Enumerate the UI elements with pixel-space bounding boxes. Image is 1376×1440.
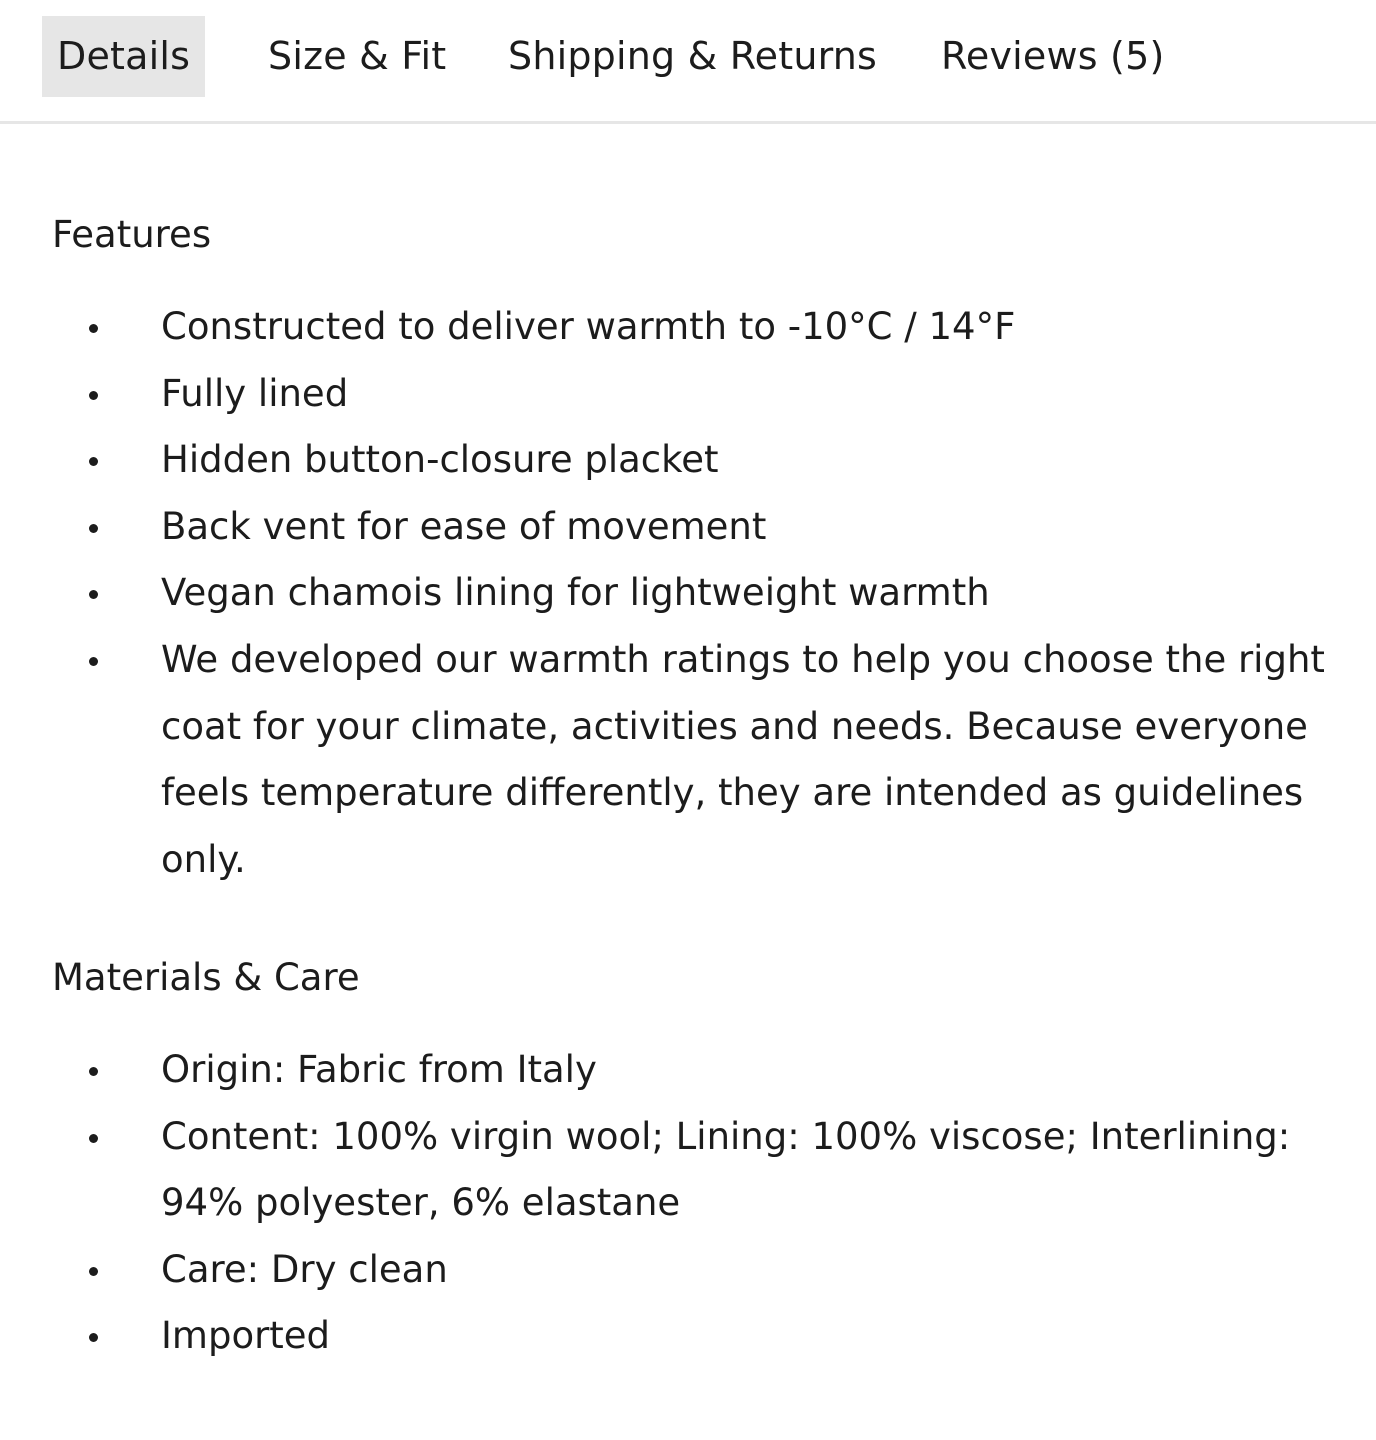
list-item-text: Content: 100% virgin wool; Lining: 100% viscose; Interlining: 94% polyester, 6% elastane (161, 1114, 1291, 1225)
tab-bar (0, 0, 1376, 124)
tab-shipping-and-returns[interactable]: Shipping & Returns (508, 34, 878, 78)
tab-reviews[interactable]: Reviews (5) (941, 34, 1165, 78)
list-item-text: Vegan chamois lining for lightweight warmth (161, 571, 990, 615)
bullet-icon (89, 524, 98, 533)
list-item (0, 494, 1376, 561)
list-item (0, 1237, 1376, 1304)
list-item (0, 427, 1376, 494)
materials-care-list (0, 1037, 1376, 1370)
list-item (0, 627, 1376, 893)
list-item (0, 1104, 1376, 1237)
list-item-text: We developed our warmth ratings to help you choose the right coat for your climate, activities and needs. Because everyone feels temperature differently, they are intended as guidelines only. (161, 637, 1325, 881)
bullet-icon (89, 1067, 98, 1076)
list-item-text: Constructed to deliver warmth to -10°C / 14°F (161, 305, 1016, 348)
list-item-text: Hidden button-closure placket (161, 438, 719, 482)
list-item-text: Imported (161, 1314, 331, 1358)
tab-size-and-fit[interactable]: Size & Fit (268, 34, 447, 78)
bullet-icon (89, 324, 98, 333)
list-item-text: Fully lined (161, 371, 349, 415)
tab-details[interactable]: Details (42, 16, 205, 97)
list-item-text: Care: Dry clean (161, 1247, 448, 1291)
list-item (0, 1037, 1376, 1104)
list-item-text: Back vent for ease of movement (161, 504, 767, 548)
features-heading: Features (52, 213, 212, 256)
bullet-icon (89, 657, 98, 666)
bullet-icon (89, 1267, 98, 1276)
bullet-icon (89, 457, 98, 466)
list-item (0, 1303, 1376, 1370)
features-list (0, 294, 1376, 893)
bullet-icon (89, 391, 98, 400)
materials-care-heading: Materials & Care (52, 956, 360, 999)
list-item (0, 560, 1376, 627)
bullet-icon (89, 590, 98, 599)
bullet-icon (89, 1134, 98, 1143)
list-item (0, 361, 1376, 428)
list-item-text: Origin: Fabric from Italy (161, 1048, 597, 1091)
list-item (0, 294, 1376, 361)
bullet-icon (89, 1333, 98, 1342)
